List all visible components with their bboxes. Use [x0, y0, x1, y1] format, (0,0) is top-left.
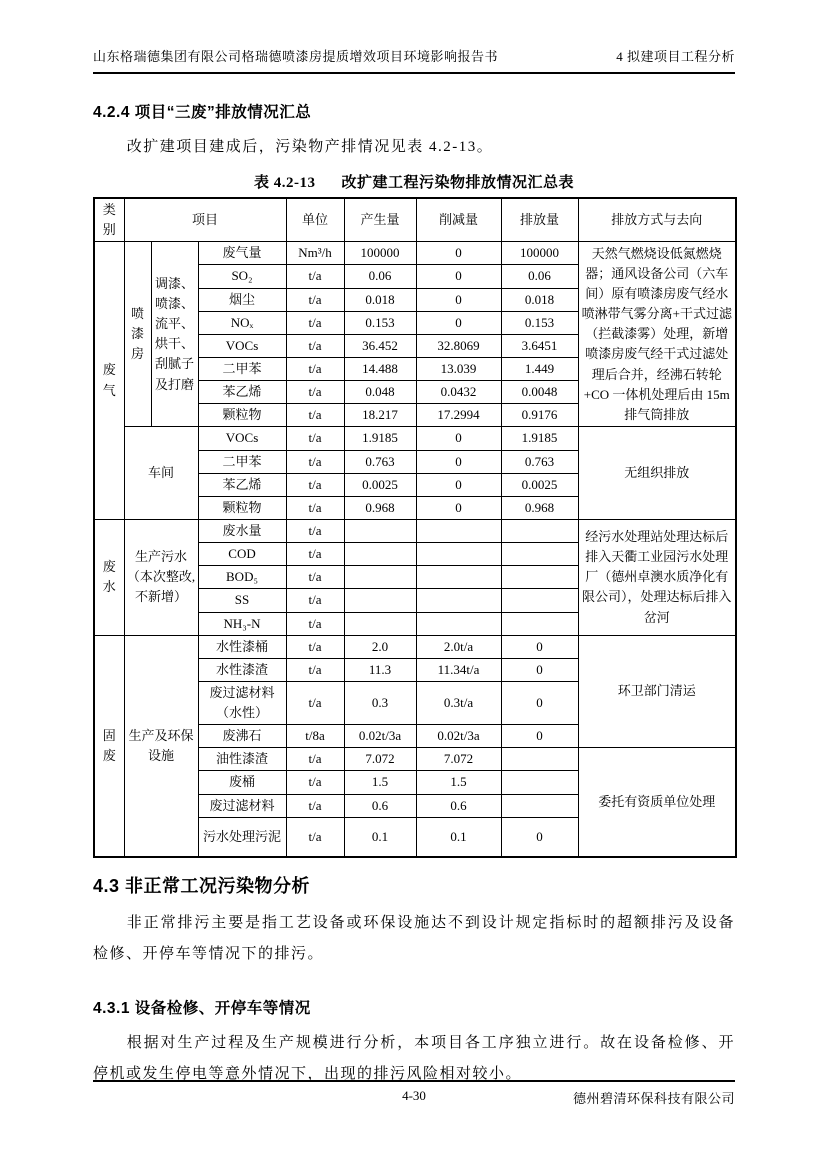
unit-cell: t/a — [286, 817, 344, 857]
emitted-cell: 1.449 — [501, 357, 578, 380]
item-cell: BOD₅ — [198, 566, 286, 589]
unit-cell: t/a — [286, 404, 344, 427]
col-header-category: 类别 — [94, 198, 124, 242]
generated-cell: 18.217 — [344, 404, 416, 427]
disposal-cell-spray-room: 天然气燃烧设低氮燃烧器；通风设备公司（六车间）原有喷漆房废气经水喷淋带气雾分离+干式过滤（拦截漆雾）处理，新增喷漆房废气经干式过滤处理后合并，经沸石转轮+CO 一体机处理后由 15m 排气筒排放 — [578, 242, 736, 427]
item-cell: 二甲苯 — [198, 357, 286, 380]
disposal-cell-sanitation: 环卫部门清运 — [578, 635, 736, 748]
reduced-cell: 17.2994 — [416, 404, 501, 427]
paragraph-4-2-4: 改扩建项目建成后，污染物产排情况见表 4.2-13。 — [126, 139, 494, 155]
paragraph-4-3: 非正常排污主要是指工艺设备或环保设施达不到设计规定指标时的超额排污及设备检修、开停车等情况下的排污。 — [93, 915, 735, 963]
generated-cell — [344, 543, 416, 566]
section-heading-4-3: 4.3 非正常工况污染物分析 — [93, 876, 311, 897]
col-header-unit: 单位 — [286, 198, 344, 242]
unit-cell: t/a — [286, 381, 344, 404]
item-cell: 烟尘 — [198, 288, 286, 311]
item-cell: 废桶 — [198, 771, 286, 794]
emitted-cell — [501, 612, 578, 635]
emitted-cell: 0.06 — [501, 265, 578, 288]
reduced-cell — [416, 612, 501, 635]
process-cell-spray-room: 调漆、喷漆、流平、烘干、刮腻子及打磨 — [151, 242, 198, 427]
table-caption: 改扩建工程污染物排放情况汇总表 — [341, 174, 574, 191]
col-header-generated: 产生量 — [344, 198, 416, 242]
generated-cell: 1.9185 — [344, 427, 416, 450]
emitted-cell: 0.9176 — [501, 404, 578, 427]
reduced-cell: 0 — [416, 242, 501, 265]
unit-cell: t/a — [286, 635, 344, 658]
item-cell: 水性漆渣 — [198, 658, 286, 681]
emitted-cell: 0 — [501, 725, 578, 748]
emitted-cell: 0 — [501, 681, 578, 724]
generated-cell — [344, 519, 416, 542]
unit-cell: t/a — [286, 748, 344, 771]
reduced-cell: 0 — [416, 427, 501, 450]
reduced-cell: 7.072 — [416, 748, 501, 771]
item-cell: 废过滤材料（水性） — [198, 681, 286, 724]
emitted-cell: 0.153 — [501, 311, 578, 334]
reduced-cell: 1.5 — [416, 771, 501, 794]
item-cell: 废水量 — [198, 519, 286, 542]
generated-cell: 0.968 — [344, 496, 416, 519]
item-cell: 污水处理污泥 — [198, 817, 286, 857]
source-cell-waste-water: 生产污水（本次整改,不新增） — [124, 519, 198, 635]
col-header-reduced: 削减量 — [416, 198, 501, 242]
reduced-cell: 13.039 — [416, 357, 501, 380]
item-cell: 水性漆桶 — [198, 635, 286, 658]
category-cell-waste-water: 废水 — [94, 519, 124, 635]
unit-cell: t/a — [286, 334, 344, 357]
unit-cell: t/a — [286, 658, 344, 681]
unit-cell: t/a — [286, 566, 344, 589]
emitted-cell — [501, 543, 578, 566]
col-header-emitted: 排放量 — [501, 198, 578, 242]
header-report-title: 山东格瑞德集团有限公司格瑞德喷漆房提质增效项目环境影响报告书 — [93, 49, 499, 64]
item-cell: 废沸石 — [198, 725, 286, 748]
generated-cell: 2.0 — [344, 635, 416, 658]
generated-cell: 0.048 — [344, 381, 416, 404]
disposal-cell-waste-water: 经污水处理站处理达标后排入天衢工业园污水处理厂（德州卓澳水质净化有限公司），处理达标后排入岔河 — [578, 519, 736, 635]
disposal-cell-workshop: 无组织排放 — [578, 427, 736, 520]
emitted-cell: 100000 — [501, 242, 578, 265]
reduced-cell: 0.3t/a — [416, 681, 501, 724]
table-header-row — [94, 198, 736, 242]
section-heading-4-3-1: 4.3.1 设备检修、开停车等情况 — [93, 999, 311, 1017]
page-number: 4-30 — [402, 1088, 426, 1103]
col-header-disposal: 排放方式与去向 — [578, 198, 736, 242]
item-cell: 废过滤材料 — [198, 794, 286, 817]
section-heading-4-2-4: 4.2.4 项目“三废”排放情况汇总 — [93, 104, 312, 121]
disposal-cell-qualified-unit: 委托有资质单位处理 — [578, 748, 736, 857]
unit-cell: t/a — [286, 589, 344, 612]
reduced-cell: 0 — [416, 496, 501, 519]
item-cell: 油性漆渣 — [198, 748, 286, 771]
emitted-cell: 1.9185 — [501, 427, 578, 450]
reduced-cell — [416, 589, 501, 612]
reduced-cell: 0.0432 — [416, 381, 501, 404]
item-cell: 苯乙烯 — [198, 473, 286, 496]
table-row — [94, 519, 736, 542]
unit-cell: t/a — [286, 357, 344, 380]
reduced-cell: 0 — [416, 450, 501, 473]
emitted-cell: 0.0025 — [501, 473, 578, 496]
unit-cell: t/a — [286, 771, 344, 794]
reduced-cell: 0.6 — [416, 794, 501, 817]
emitted-cell: 0.968 — [501, 496, 578, 519]
unit-cell: t/a — [286, 473, 344, 496]
generated-cell: 11.3 — [344, 658, 416, 681]
emitted-cell: 0 — [501, 635, 578, 658]
emitted-cell: 3.6451 — [501, 334, 578, 357]
unit-cell: t/a — [286, 794, 344, 817]
source-cell-solid-waste: 生产及环保设施 — [124, 635, 198, 857]
generated-cell: 0.018 — [344, 288, 416, 311]
generated-cell: 0.1 — [344, 817, 416, 857]
reduced-cell: 0.1 — [416, 817, 501, 857]
item-cell: NH₃-N — [198, 612, 286, 635]
reduced-cell: 11.34t/a — [416, 658, 501, 681]
reduced-cell: 0.02t/3a — [416, 725, 501, 748]
emitted-cell — [501, 794, 578, 817]
emissions-summary-table — [93, 197, 737, 859]
generated-cell: 0.153 — [344, 311, 416, 334]
paragraph-4-3-1: 根据对生产过程及生产规模进行分析，本项目各工序独立进行。故在设备检修、开停机或发生停电等意外情况下，出现的排污风险相对较小。 — [93, 1034, 735, 1082]
emitted-cell: 0.018 — [501, 288, 578, 311]
generated-cell: 0.6 — [344, 794, 416, 817]
item-cell: NOₓ — [198, 311, 286, 334]
unit-cell: t/a — [286, 450, 344, 473]
reduced-cell: 0 — [416, 311, 501, 334]
table-row — [94, 427, 736, 450]
generated-cell — [344, 589, 416, 612]
table-title — [93, 171, 735, 192]
generated-cell: 0.02t/3a — [344, 725, 416, 748]
header-chapter: 4 拟建项目工程分析 — [616, 49, 735, 64]
page-footer — [93, 1080, 735, 1112]
table-number: 表 4.2-13 — [253, 174, 316, 191]
generated-cell — [344, 612, 416, 635]
generated-cell — [344, 566, 416, 589]
item-cell: VOCs — [198, 427, 286, 450]
unit-cell: t/a — [286, 427, 344, 450]
emitted-cell — [501, 566, 578, 589]
subcategory-cell-spray-room: 喷漆房 — [124, 242, 151, 427]
unit-cell: Nm³/h — [286, 242, 344, 265]
item-cell: VOCs — [198, 334, 286, 357]
item-cell: 苯乙烯 — [198, 381, 286, 404]
table-row — [94, 242, 736, 265]
generated-cell: 100000 — [344, 242, 416, 265]
category-cell-waste-gas: 废气 — [94, 242, 124, 520]
generated-cell: 7.072 — [344, 748, 416, 771]
generated-cell: 36.452 — [344, 334, 416, 357]
item-cell: SS — [198, 589, 286, 612]
emitted-cell: 0.763 — [501, 450, 578, 473]
reduced-cell: 0 — [416, 265, 501, 288]
unit-cell: t/a — [286, 519, 344, 542]
generated-cell: 14.488 — [344, 357, 416, 380]
unit-cell: t/a — [286, 612, 344, 635]
reduced-cell — [416, 519, 501, 542]
item-cell: 二甲苯 — [198, 450, 286, 473]
emitted-cell — [501, 589, 578, 612]
reduced-cell: 0 — [416, 288, 501, 311]
unit-cell: t/a — [286, 543, 344, 566]
item-cell: 颗粒物 — [198, 404, 286, 427]
item-cell: COD — [198, 543, 286, 566]
unit-cell: t/a — [286, 288, 344, 311]
table-row — [94, 635, 736, 658]
item-cell: 颗粒物 — [198, 496, 286, 519]
emitted-cell — [501, 519, 578, 542]
reduced-cell: 2.0t/a — [416, 635, 501, 658]
unit-cell: t/a — [286, 496, 344, 519]
category-cell-solid-waste: 固废 — [94, 635, 124, 857]
unit-cell: t/a — [286, 681, 344, 724]
generated-cell: 1.5 — [344, 771, 416, 794]
reduced-cell: 0 — [416, 473, 501, 496]
emitted-cell: 0.0048 — [501, 381, 578, 404]
unit-cell: t/a — [286, 265, 344, 288]
emitted-cell — [501, 748, 578, 771]
reduced-cell — [416, 543, 501, 566]
generated-cell: 0.06 — [344, 265, 416, 288]
page-header — [93, 46, 735, 74]
unit-cell: t/a — [286, 311, 344, 334]
item-cell: 废气量 — [198, 242, 286, 265]
emitted-cell: 0 — [501, 658, 578, 681]
unit-cell: t/8a — [286, 725, 344, 748]
col-header-item: 项目 — [124, 198, 286, 242]
emitted-cell — [501, 771, 578, 794]
item-cell: SO₂ — [198, 265, 286, 288]
reduced-cell: 32.8069 — [416, 334, 501, 357]
generated-cell: 0.763 — [344, 450, 416, 473]
reduced-cell — [416, 566, 501, 589]
emitted-cell: 0 — [501, 817, 578, 857]
generated-cell: 0.3 — [344, 681, 416, 724]
footer-company: 德州碧清环保科技有限公司 — [572, 1091, 735, 1106]
subcategory-cell-workshop: 车间 — [124, 427, 198, 520]
generated-cell: 0.0025 — [344, 473, 416, 496]
